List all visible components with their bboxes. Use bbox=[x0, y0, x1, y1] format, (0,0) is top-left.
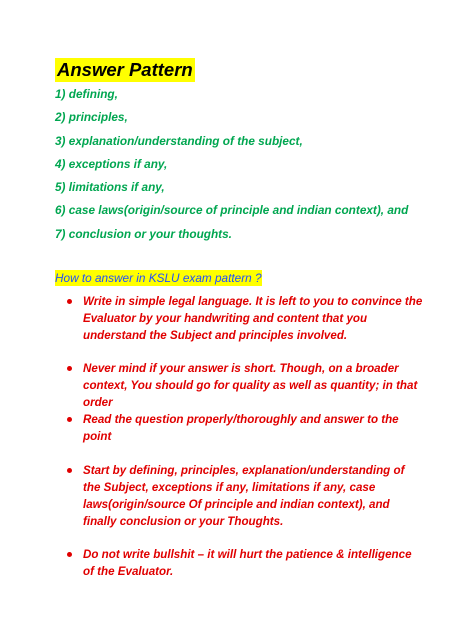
step-item: 2) principles, bbox=[55, 110, 128, 125]
bullet-icon bbox=[67, 366, 72, 371]
page-title: Answer Pattern bbox=[57, 59, 193, 80]
answer-steps-list bbox=[55, 86, 455, 249]
guideline-text: Start by defining, principles, explanation/understanding of the Subject, exceptions if any, limitations if any, case laws(origin/source Of principle and indian context), and finally conclusion or your Thoughts. bbox=[83, 464, 405, 528]
step-item: 7) conclusion or your thoughts. bbox=[55, 226, 232, 241]
step-item: 1) defining, bbox=[55, 87, 118, 101]
step-item: 4) exceptions if any, bbox=[55, 156, 168, 171]
guideline-text: Write in simple legal language. It is left to you to convince the Evaluator by your handwriting and content that you understand the Subject and principles involved. bbox=[83, 295, 423, 342]
guideline-text: Never mind if your answer is short. Though, on a broader context, You should go for quality as well as quantity; in that order bbox=[83, 362, 418, 409]
guideline-item bbox=[55, 546, 425, 580]
step-item: 3) explanation/understanding of the subject, bbox=[55, 133, 303, 148]
step-item: 5) limitations if any, bbox=[55, 180, 165, 195]
guideline-item bbox=[55, 462, 425, 530]
guideline-item bbox=[55, 293, 425, 344]
guidelines-list bbox=[55, 293, 425, 580]
exam-pattern-subheading: How to answer in KSLU exam pattern ? bbox=[55, 271, 262, 285]
step-item: 6) case laws(origin/source of principle and indian context), and bbox=[55, 203, 409, 218]
bullet-icon bbox=[67, 552, 72, 557]
guideline-text: Do not write bullshit – it will hurt the patience & intelligence of the Evaluator. bbox=[83, 548, 412, 578]
guideline-item bbox=[55, 360, 425, 411]
guideline-item bbox=[55, 411, 425, 445]
bullet-icon bbox=[67, 468, 72, 473]
guideline-text: Read the question properly/thoroughly and answer to the point bbox=[83, 413, 399, 443]
bullet-icon bbox=[67, 299, 72, 304]
bullet-icon bbox=[67, 417, 72, 422]
